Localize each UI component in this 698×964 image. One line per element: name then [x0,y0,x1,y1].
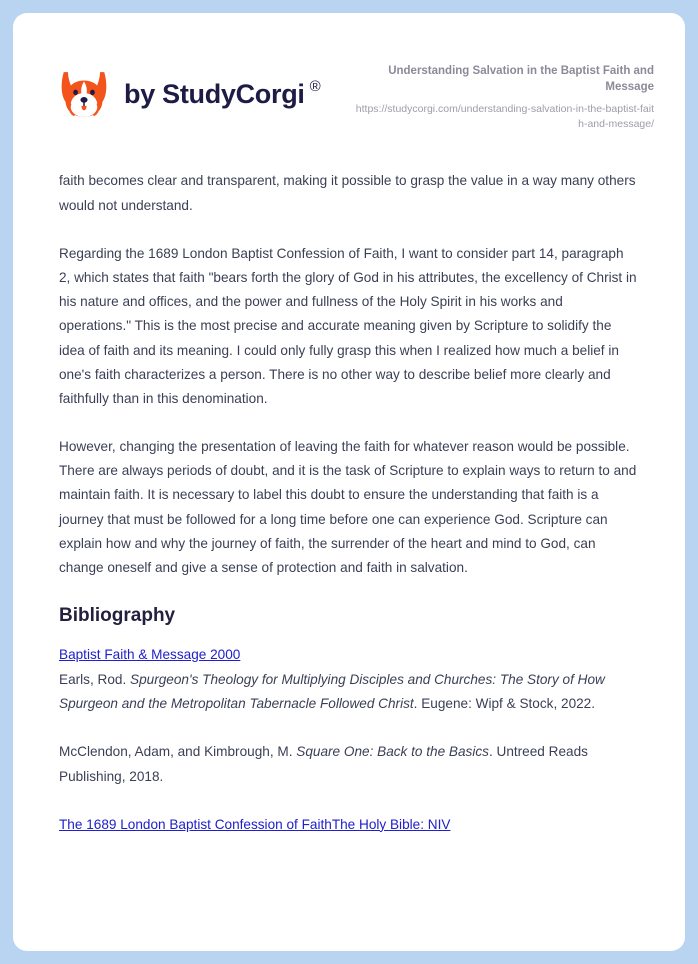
reference-publisher: . Eugene: Wipf & Stock, 2022. [413,696,596,712]
bibliography-entry-2 [59,740,638,788]
page-card [13,13,685,951]
article-paragraph: However, changing the presentation of leaving the faith for whatever reason would be possible. There are always periods of doubt, and it is the task of Scripture to explain ways to return to and maintain faith. It is necessary to label this doubt to ensure the understanding that faith is a journey that must be followed for a long time before one can experience God. Scripture can explain how and why the journey of faith, the surrender of the heart and mind to God, can change oneself and give a sense of protection and faith in salvation. [59,439,637,576]
article-paragraph: Regarding the 1689 London Baptist Confession of Faith, I want to consider part 14, paragraph 2, which states that faith "bears forth the glory of God in his attributes, the excellency of Christ in his nature and offices, and the power and fullness of the Holy Spirit in his works and operations." This is the most precise and accurate meaning given by Scripture to solidify the idea of faith and its meaning. I could only fully grasp this when I realized how much a belief in one's faith characterizes a person. There is no other way to describe belief more clearly and faithfully than in this denomination. [59,245,637,406]
reference-link-baptist-faith-message[interactable]: Baptist Faith & Message 2000 [59,646,241,662]
bibliography-entry-1 [59,643,638,717]
bibliography-entry-3 [59,813,638,837]
reference-author: McClendon, Adam, and Kimbrough, M. [59,744,297,760]
reference-publisher: . Untreed Reads Publishing, 2018. [59,744,588,784]
bibliography-heading: Bibliography [59,605,176,627]
article-url-header: https://studycorgi.com/understanding-salvation-in-the-baptist-faith-and-message/ [355,103,654,130]
reference-author: Earls, Rod. [59,672,131,688]
registered-trademark-icon: ® [309,77,321,95]
corgi-face-icon [57,67,111,121]
article-title-header: Understanding Salvation in the Baptist Faith and Message [388,65,654,93]
reference-title: Square One: Back to the Basics [296,744,489,760]
header-meta [354,62,654,131]
brand-logo[interactable] [57,62,321,121]
article-paragraph: faith becomes clear and transparent, making it possible to grasp the value in a way many others would not understand. [59,173,636,213]
brand-name: by StudyCorgi [124,78,305,109]
article-body [13,131,685,837]
site-header [13,13,685,131]
reference-link-1689-confession[interactable]: The 1689 London Baptist Confession of Faith [59,816,332,832]
reference-link-holy-bible-niv[interactable]: The Holy Bible: NIV [331,816,451,832]
brand-wordmark [124,77,321,109]
reference-title: Spurgeon's Theology for Multiplying Disciples and Churches: The Story of How Spurgeon and the Metropolitan Tabernacle Followed Christ [59,672,605,712]
